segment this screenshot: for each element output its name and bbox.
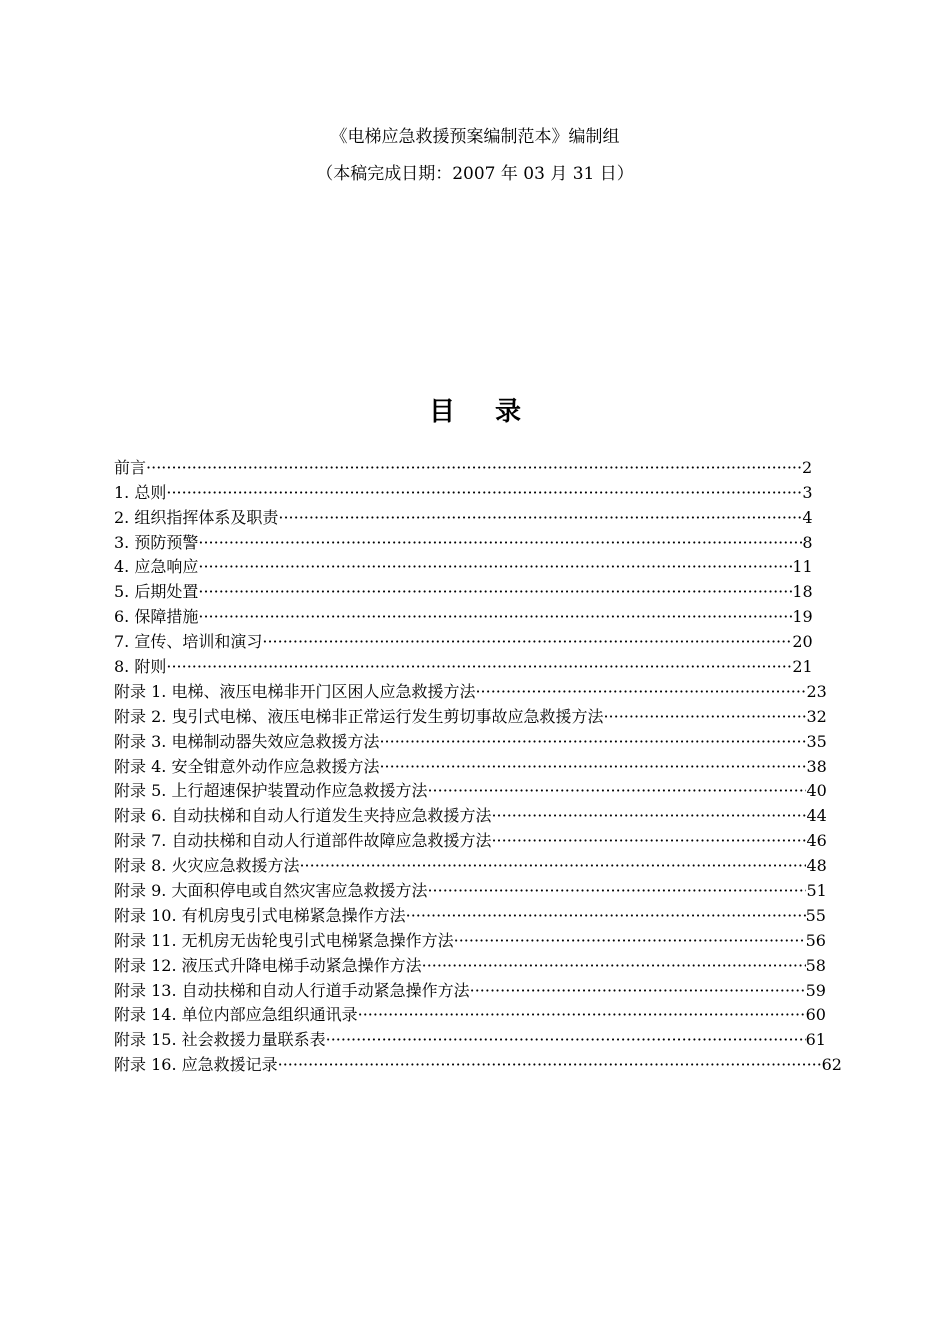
toc-entry-page: 35 [806,731,827,751]
toc-dot-leader [406,906,806,926]
toc-entry-page: 19 [792,607,813,627]
toc-dot-leader [198,607,792,627]
toc-entry-label: 2. 组织指挥体系及职责 [114,507,279,527]
toc-entry[interactable] [114,577,854,602]
toc-dot-leader [262,632,792,652]
toc-entry[interactable] [114,801,854,826]
toc-entry[interactable] [114,677,854,702]
toc-entry[interactable] [114,826,854,851]
toc-dot-leader [427,781,806,801]
toc-dot-leader [198,533,802,553]
toc-entry[interactable] [114,1050,854,1075]
toc-entry-label: 附录 1. 电梯、液压电梯非开门区困人应急救援方法 [114,681,476,701]
toc-entry-page: 3 [802,482,813,502]
toc-entry-label: 附录 4. 安全钳意外动作应急救援方法 [114,756,380,776]
toc-entry-page: 40 [806,781,827,801]
toc-entry[interactable] [114,976,854,1001]
toc-dot-leader [326,1030,806,1050]
toc-entry-label: 附录 16. 应急救援记录 [114,1055,278,1075]
toc-entry-label: 附录 8. 火灾应急救援方法 [114,856,300,876]
toc-dot-leader [427,881,806,901]
toc-entry-label: 6. 保障措施 [114,607,199,627]
toc-entry[interactable] [114,528,854,553]
toc-dot-leader [299,856,806,876]
toc-entry[interactable] [114,503,854,528]
toc-entry[interactable] [114,1001,854,1026]
toc-entry-page: 8 [802,532,813,552]
toc-dot-leader [379,757,806,777]
completion-date-line: （本稿完成日期：2007 年 03 月 31 日） [316,164,634,184]
toc-entry-label: 附录 7. 自动扶梯和自动人行道部件故障应急救援方法 [114,831,492,851]
toc-dot-leader [166,483,802,503]
toc-dot-leader [379,732,806,752]
toc-dot-leader [491,831,806,851]
toc-entry-label: 附录 14. 单位内部应急组织通讯录 [114,1005,358,1025]
toc-dot-leader [454,931,806,951]
toc-entry-label: 前言 [114,457,147,477]
toc-entry-page: 56 [805,930,826,950]
toc-entry-label: 1. 总则 [114,482,167,502]
toc-entry-label: 附录 12. 液压式升降电梯手动紧急操作方法 [114,955,422,975]
toc-entry-label: 7. 宣传、培训和演习 [114,632,263,652]
toc-title: 目录 [428,397,561,427]
toc-entry-page: 38 [806,756,827,776]
toc-entry-label: 8. 附则 [114,657,167,677]
toc-entry-label: 附录 2. 曳引式电梯、液压电梯非正常运行发生剪切事故应急救援方法 [114,706,604,726]
toc-entry-label: 3. 预防预警 [114,532,199,552]
toc-entry[interactable] [114,876,854,901]
toc-entry-page: 18 [792,582,813,602]
toc-entry[interactable] [114,553,854,578]
toc-entry[interactable] [114,627,854,652]
toc-entry-page: 21 [792,657,813,677]
toc-entry-label: 附录 10. 有机房曳引式电梯紧急操作方法 [114,905,406,925]
toc-entry-page: 11 [792,557,813,577]
toc-entry-label: 4. 应急响应 [114,557,199,577]
toc-entry-label: 附录 15. 社会救援力量联系表 [114,1030,326,1050]
toc-dot-leader [475,682,806,702]
compiler-line: 《电梯应急救援预案编制范本》编制组 [330,127,620,147]
toc-entry[interactable] [114,453,854,478]
toc-dot-leader [166,657,792,677]
toc-entry[interactable] [114,602,854,627]
toc-entry-page: 48 [806,856,827,876]
toc-entry-page: 58 [805,955,826,975]
toc-dot-leader [278,1055,822,1075]
toc-dot-leader [198,557,792,577]
toc-entry-label: 附录 11. 无机房无齿轮曳引式电梯紧急操作方法 [114,930,454,950]
toc-entry-page: 59 [805,980,826,1000]
toc-dot-leader [491,806,806,826]
toc-entry-page: 51 [806,881,827,901]
toc-entry[interactable] [114,478,854,503]
toc-entry[interactable] [114,702,854,727]
toc-entry[interactable] [114,1025,854,1050]
toc-entry-page: 44 [806,806,827,826]
toc-dot-leader [470,981,806,1001]
toc-entry-label: 附录 5. 上行超速保护装置动作应急救援方法 [114,781,428,801]
toc-entry-label: 5. 后期处置 [114,582,199,602]
toc-dot-leader [422,956,806,976]
toc-entry-label: 附录 3. 电梯制动器失效应急救援方法 [114,731,380,751]
toc-dot-leader [278,508,802,528]
toc-dot-leader [358,1005,806,1025]
table-of-contents [114,453,854,1075]
toc-entry[interactable] [114,901,854,926]
toc-entry-page: 4 [802,507,813,527]
toc-dot-leader [146,458,802,478]
toc-entry[interactable] [114,727,854,752]
toc-dot-leader [603,707,806,727]
toc-entry[interactable] [114,652,854,677]
toc-entry[interactable] [114,851,854,876]
toc-entry-page: 61 [805,1030,826,1050]
toc-entry-label: 附录 9. 大面积停电或自然灾害应急救援方法 [114,881,428,901]
toc-entry-label: 附录 13. 自动扶梯和自动人行道手动紧急操作方法 [114,980,470,1000]
toc-entry-page: 55 [805,905,826,925]
toc-entry-page: 2 [802,457,813,477]
toc-entry[interactable] [114,926,854,951]
toc-entry[interactable] [114,777,854,802]
toc-entry-page: 46 [806,831,827,851]
toc-entry-page: 20 [792,632,813,652]
toc-dot-leader [198,582,792,602]
toc-entry[interactable] [114,752,854,777]
toc-entry-page: 60 [805,1005,826,1025]
toc-entry-page: 32 [806,706,827,726]
toc-entry-label: 附录 6. 自动扶梯和自动人行道发生夹持应急救援方法 [114,806,492,826]
toc-entry-page: 62 [821,1055,842,1075]
toc-entry[interactable] [114,951,854,976]
toc-entry-page: 23 [806,681,827,701]
